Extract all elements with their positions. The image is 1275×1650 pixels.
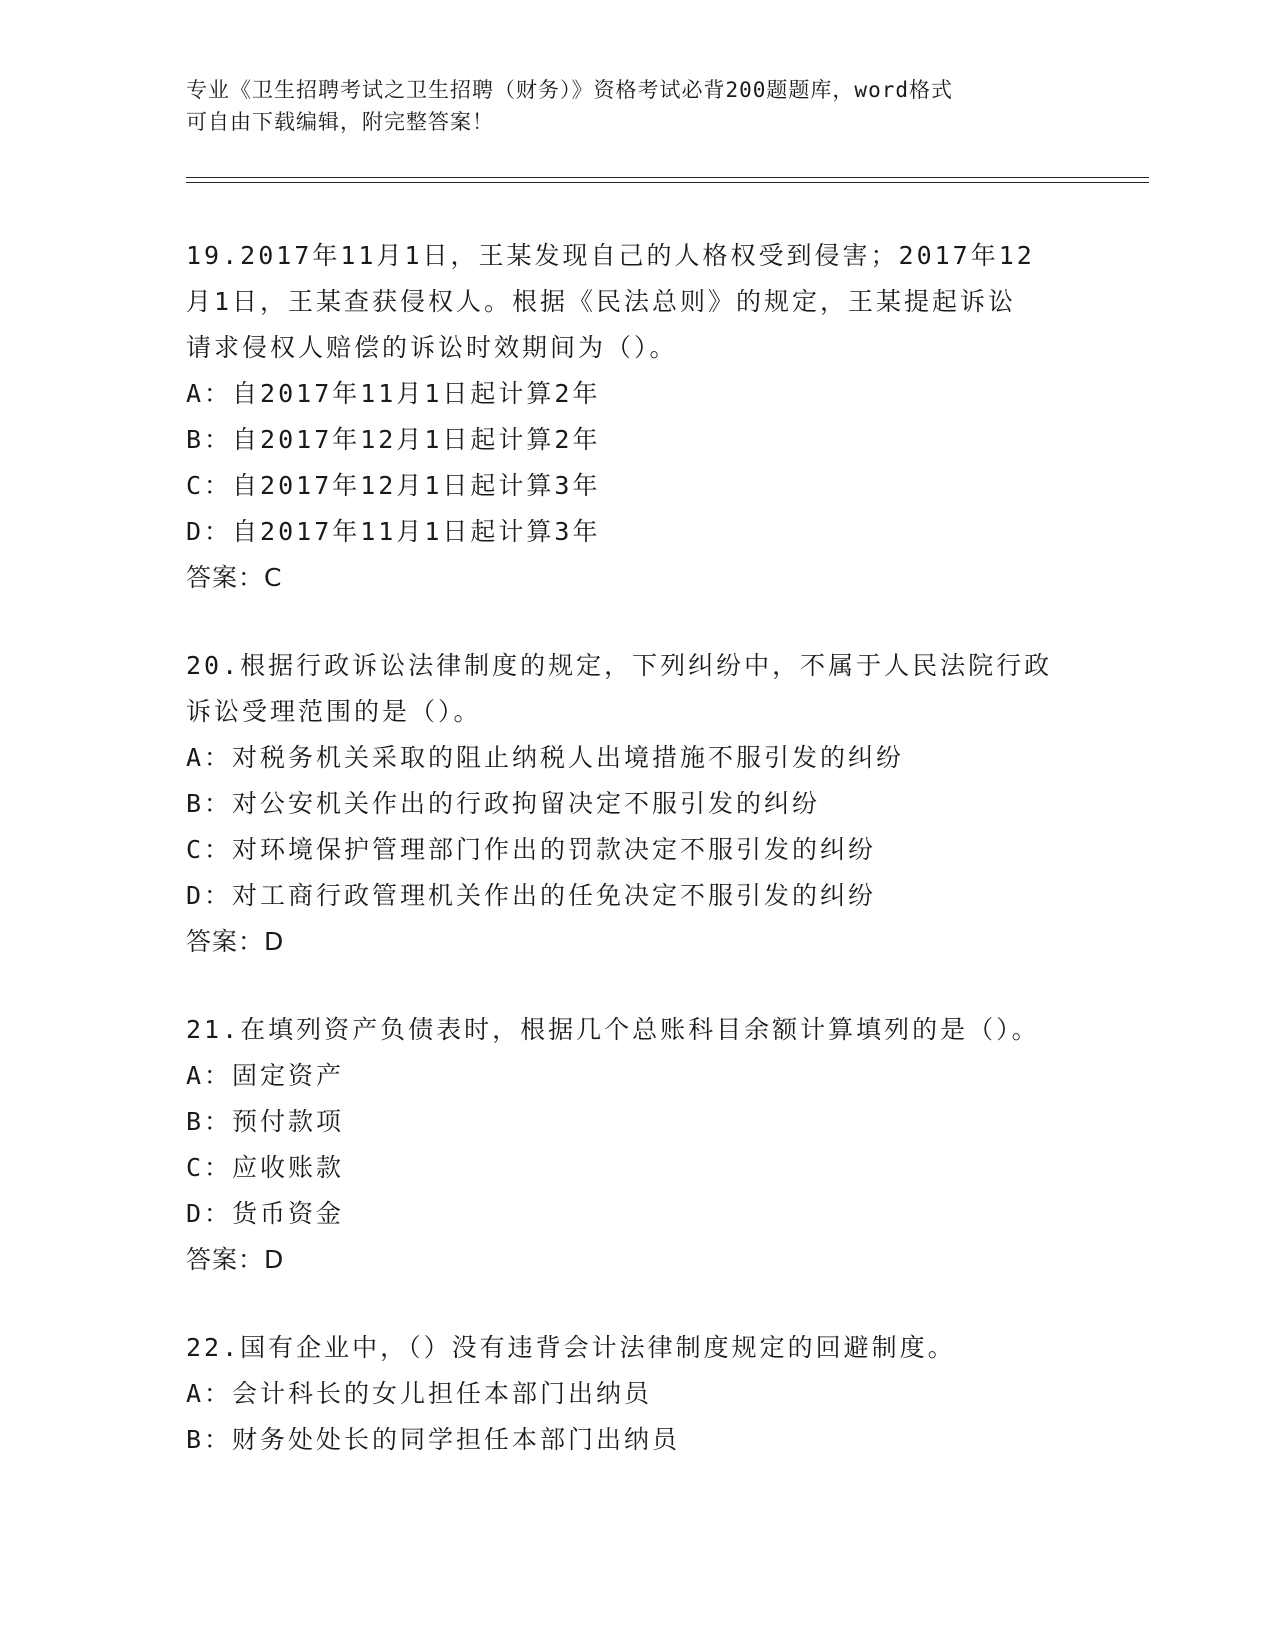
question-stem-line: 20.根据行政诉讼法律制度的规定，下列纠纷中，不属于人民法院行政: [186, 651, 1053, 680]
option-d: D：自2017年11月1日起计算3年: [186, 517, 601, 546]
option-d: D：货币资金: [186, 1199, 345, 1228]
question-20: [186, 643, 1086, 965]
question-list: [186, 233, 1086, 1505]
question-stem-line: 21.在填列资产负债表时，根据几个总账科目余额计算填列的是（）。: [186, 1015, 1040, 1044]
option-b: B：对公安机关作出的行政拘留决定不服引发的纠纷: [186, 789, 821, 818]
header-line-1: 专业《卫生招聘考试之卫生招聘（财务）》资格考试必背200题题库，word格式: [186, 78, 953, 102]
option-c: C：应收账款: [186, 1153, 345, 1182]
option-c: C：对环境保护管理部门作出的罚款决定不服引发的纠纷: [186, 835, 877, 864]
answer: 答案：D: [186, 927, 285, 956]
option-b: B：财务处处长的同学担任本部门出纳员: [186, 1425, 681, 1454]
option-b: B：自2017年12月1日起计算2年: [186, 425, 601, 454]
option-d: D：对工商行政管理机关作出的任免决定不服引发的纠纷: [186, 881, 877, 910]
answer: 答案：C: [186, 563, 283, 592]
option-a: A：自2017年11月1日起计算2年: [186, 379, 601, 408]
option-c: C：自2017年12月1日起计算3年: [186, 471, 601, 500]
question-22: [186, 1325, 1086, 1463]
header-divider-bottom: [186, 182, 1149, 183]
document-header: [186, 74, 1066, 138]
header-line-2: 可自由下载编辑，附完整答案！: [186, 110, 494, 134]
option-b: B：预付款项: [186, 1107, 345, 1136]
question-stem-line: 月1日，王某查获侵权人。根据《民法总则》的规定，王某提起诉讼: [186, 287, 1017, 316]
question-19: [186, 233, 1086, 601]
question-21: [186, 1007, 1086, 1283]
question-stem-line: 22.国有企业中，（）没有违背会计法律制度规定的回避制度。: [186, 1333, 956, 1362]
header-divider-top: [186, 177, 1149, 178]
option-a: A：会计科长的女儿担任本部门出纳员: [186, 1379, 653, 1408]
question-stem-line: 请求侵权人赔偿的诉讼时效期间为（）。: [186, 333, 678, 362]
answer: 答案：D: [186, 1245, 285, 1274]
question-stem-line: 诉讼受理范围的是（）。: [186, 697, 482, 726]
question-stem-line: 19.2017年11月1日，王某发现自己的人格权受到侵害；2017年12: [186, 241, 1035, 270]
option-a: A：对税务机关采取的阻止纳税人出境措施不服引发的纠纷: [186, 743, 905, 772]
option-a: A：固定资产: [186, 1061, 345, 1090]
